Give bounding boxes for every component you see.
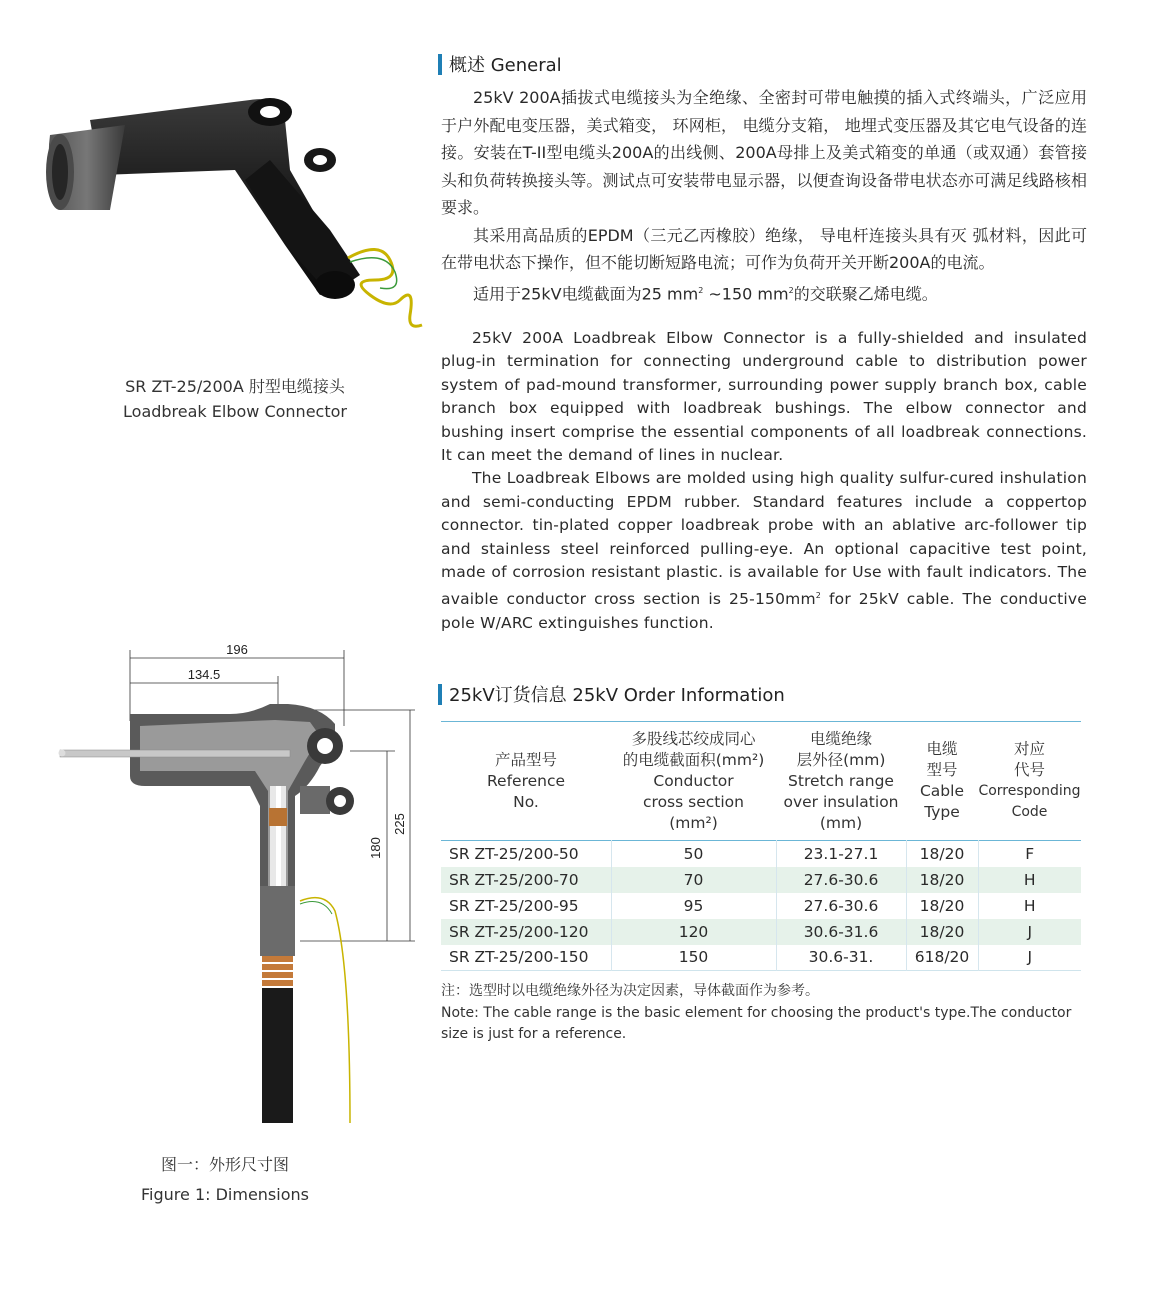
header-line: 对应: [1013, 740, 1045, 758]
header-cable-type: [906, 722, 978, 841]
cell-conductor: 150: [611, 945, 776, 971]
table-row: [441, 867, 1081, 893]
cell-cable-type: 618/20: [906, 945, 978, 971]
cn-p3-part-b: ~150 mm: [703, 283, 789, 303]
cell-code: H: [978, 867, 1081, 893]
cn-paragraph-1: 25kV 200A插拔式电缆接头为全绝缘、全密封可带电触摸的插入式终端头，广泛应用于户外配电变压器，美式箱变， 环网柜， 电缆分支箱， 地埋式变压器及其它电气设备的连接。安装在T-II型电缆头200A的出线侧、200A母排上及美式箱变的单通（或双通）套管接头和负荷转换接头等。测试点可安装带电显示器，以便查询设备带电状态亦可满足线路核相要求。: [441, 88, 1087, 217]
en-paragraph-1: 25kV 200A Loadbreak Elbow Connector is a fully-shielded and insulated plug-in termination for connecting underground cable to distribution power system of pad-mound transformer, surrounding power supply branch box, cable branch box equipped with loadbreak bushings. The elbow connector and bushing insert comprise the essential components of all loadbreak connections. It can meet the demand of lines in nuclear.: [441, 329, 1087, 465]
general-en-text: [441, 327, 1087, 635]
cell-cable-type: 18/20: [906, 867, 978, 893]
dim-label-196: 196: [226, 642, 248, 657]
en-p2-part-b: for 25kV cable. The conductive pole W/ARC extinguishes function.: [441, 590, 1087, 633]
cell-insulation: 30.6-31.: [776, 945, 906, 971]
cell-cable-type: 18/20: [906, 919, 978, 945]
figure-caption-en: Figure 1: Dimensions: [141, 1185, 309, 1204]
cell-code: H: [978, 893, 1081, 919]
superscript: 2: [815, 591, 822, 601]
cell-conductor: 70: [611, 867, 776, 893]
cell-code: F: [978, 841, 1081, 867]
order-table: [441, 721, 1081, 971]
header-line: 型号: [926, 761, 958, 779]
product-model: SR ZT-25/200A 肘型电缆接头: [125, 377, 345, 396]
header-line: cross section: [643, 792, 744, 811]
cell-reference: SR ZT-25/200-120: [449, 922, 589, 941]
accent-bar: [438, 684, 442, 705]
table-row: [441, 919, 1081, 945]
cell-reference: SR ZT-25/200-50: [449, 844, 579, 863]
note-en: Note: The cable range is the basic element for choosing the product's type.The conductor size is just for a reference.: [441, 1005, 1072, 1042]
order-title: 25kV订货信息 25kV Order Information: [449, 685, 785, 706]
header-line: 的电缆截面积(mm²): [622, 750, 765, 769]
en-p2-part-a: The Loadbreak Elbows are molded using high quality sulfur-cured inshulation and semi-conducting EPDM rubber. Standard features include a coppertop connector. tin-plated copper loadbreak probe with an ablative arc-follower tip and stainless steel reinforced pulling-eye. An optional capacitive test point, made of corrosion resistant plastic. is available for Use with fault indicators. The avaible conductor cross section is 25-150mm: [441, 469, 1087, 609]
table-header-row: [441, 722, 1081, 841]
cn-p3-part-c: 的交联聚乙烯电缆。: [793, 283, 938, 303]
header-line: 产品型号: [494, 750, 557, 769]
cell-insulation: 27.6-30.6: [776, 893, 906, 919]
header-line: Reference: [486, 771, 566, 790]
header-line: over insulation: [783, 792, 899, 811]
header-line: 多股线芯绞成同心: [631, 729, 756, 748]
cell-cable-type: 18/20: [906, 841, 978, 867]
header-insulation: [776, 722, 906, 841]
cell-reference: SR ZT-25/200-150: [449, 948, 589, 967]
dim-label-180: 180: [368, 837, 383, 859]
order-section-header: [438, 681, 785, 707]
header-line: 电缆绝缘: [809, 729, 872, 748]
dimension-drawing-svg: [50, 636, 430, 1136]
cell-reference: SR ZT-25/200-70: [449, 870, 579, 889]
header-line: Stretch range: [788, 771, 894, 790]
cell-insulation: 30.6-31.6: [776, 919, 906, 945]
table-row: [441, 893, 1081, 919]
cell-conductor: 50: [611, 841, 776, 867]
cell-reference: SR ZT-25/200-95: [449, 896, 579, 915]
cn-paragraph-3: [441, 277, 1087, 308]
header-conductor: [611, 722, 776, 841]
cell-code: J: [978, 945, 1081, 971]
superscript: 2: [698, 285, 704, 295]
header-line: Cable: [919, 782, 964, 800]
accent-bar: [438, 54, 442, 75]
cell-cable-type: 18/20: [906, 893, 978, 919]
header-reference: [441, 722, 611, 841]
dim-label-134: 134.5: [187, 667, 221, 682]
en-paragraph-2: [441, 467, 1087, 635]
elbow-connector-image: [30, 80, 430, 340]
cn-paragraph-2: 其采用高品质的EPDM（三元乙丙橡胶）绝缘， 导电杆连接头具有灭 弧材料，因此可在带电状态下操作，但不能切断短路电流；可作为负荷开关开断200A的电流。: [441, 225, 1087, 272]
general-title: 概述 General: [449, 55, 562, 76]
photo-caption: [60, 374, 410, 424]
product-photo: [30, 80, 430, 340]
dim-label-225: 225: [392, 813, 407, 835]
table-row: [441, 841, 1081, 867]
general-cn-text: [441, 84, 1087, 307]
header-line: 层外径(mm): [796, 750, 886, 769]
header-line: 电缆: [926, 740, 958, 758]
cn-p3-part-a: 适用于25kV电缆截面为25 mm: [473, 283, 699, 303]
table-row: [441, 945, 1081, 971]
header-code: [978, 722, 1081, 841]
general-section-header: [438, 51, 562, 77]
header-line: (mm²): [669, 813, 718, 832]
figure-caption: [90, 1152, 360, 1207]
header-line: Code: [1011, 804, 1048, 820]
superscript: 2: [788, 285, 794, 295]
product-name-en: Loadbreak Elbow Connector: [123, 402, 347, 421]
header-line: Type: [924, 803, 960, 821]
cell-conductor: 95: [611, 893, 776, 919]
cell-insulation: 23.1-27.1: [776, 841, 906, 867]
header-line: No.: [513, 792, 539, 811]
cell-code: J: [978, 919, 1081, 945]
header-line: 代号: [1013, 761, 1045, 779]
note-cn: 注：选型时以电缆绝缘外径为决定因素，导体截面作为参考。: [441, 983, 819, 999]
header-line: Conductor: [653, 771, 734, 790]
header-line: (mm): [819, 813, 863, 832]
figure-caption-cn: 图一：外形尺寸图: [160, 1155, 289, 1174]
header-line: Corresponding: [978, 783, 1081, 799]
cell-insulation: 27.6-30.6: [776, 867, 906, 893]
dimension-drawing: [50, 636, 430, 1136]
cell-conductor: 120: [611, 919, 776, 945]
